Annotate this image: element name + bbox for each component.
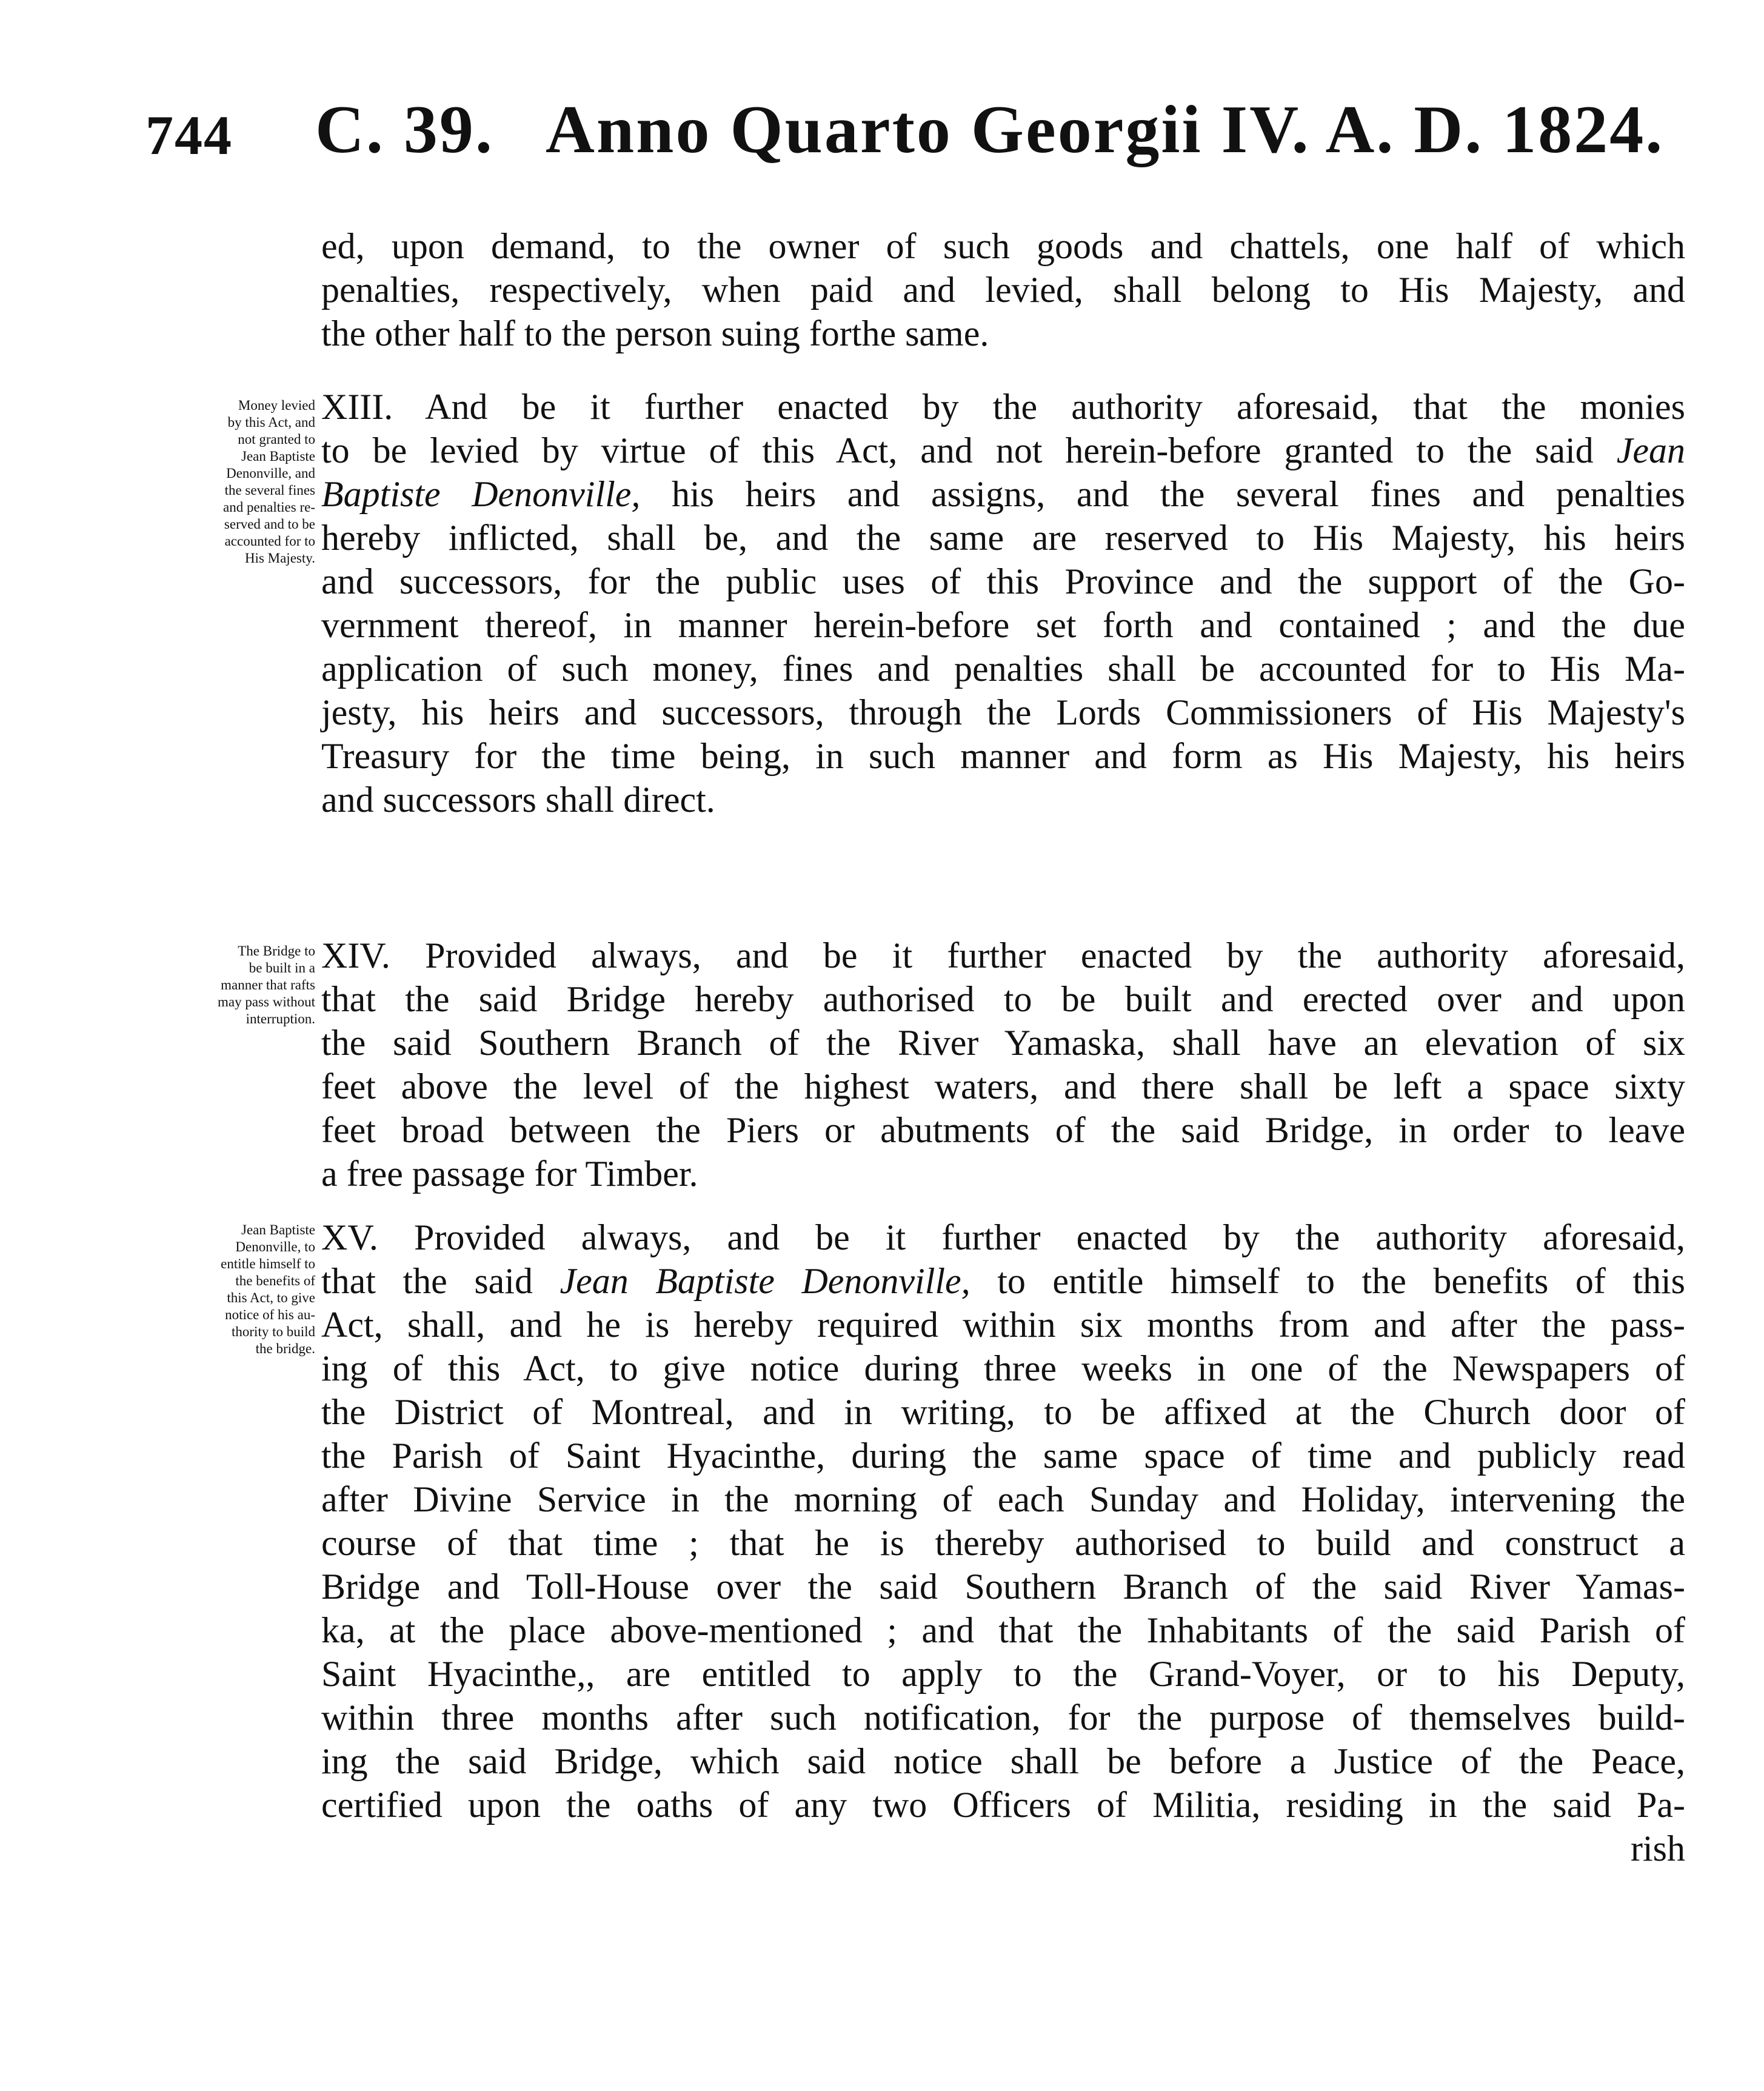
text-line: ing the said Bridge, which said notice shall be before a Justice of the Peace, <box>321 1741 1685 1781</box>
text-line: ing of this Act, to give notice during three weeks in one of the Newspapers of <box>321 1348 1685 1388</box>
sidenote-line: Money levied <box>238 398 315 413</box>
sidenote-line: by this Act, and <box>227 415 315 430</box>
italic-name: Baptiste Denonville, <box>321 474 641 514</box>
text-line: feet above the level of the highest waters, and there shall be left a space sixty <box>321 1066 1685 1106</box>
sidenote-line: thority to build <box>232 1324 315 1339</box>
text-line: a free passage for Timber. <box>321 1154 698 1194</box>
sidenote-line: may pass without <box>218 994 315 1009</box>
sidenote-line: this Act, to give <box>227 1290 315 1305</box>
text-line: application of such money, fines and penalties shall be accounted for to His Ma- <box>321 649 1685 689</box>
sidenote-line: notice of his au- <box>225 1307 315 1322</box>
sidenote-line: manner that rafts <box>221 977 315 992</box>
sidenote-line: the bridge. <box>255 1341 315 1356</box>
sidenote-line: accounted for to <box>224 534 315 549</box>
sidenote-line: Jean Baptiste <box>241 1222 315 1237</box>
text-line: course of that time ; that he is thereby authorised to build and construct a <box>321 1523 1685 1563</box>
text-line: the Parish of Saint Hyacinthe, during the same space of time and publicly read <box>321 1436 1685 1476</box>
text-line: jesty, his heirs and successors, through the Lords Commissioners of His Majesty's <box>321 692 1685 732</box>
sidenote-section-15 <box>145 1222 315 1357</box>
sidenote-line: Denonville, and <box>226 466 315 481</box>
page-header <box>145 91 1709 182</box>
sidenote-line: interruption. <box>246 1011 315 1026</box>
sidenote-line: the benefits of <box>235 1273 315 1288</box>
text-line: within three months after such notification, for the purpose of themselves build- <box>321 1698 1685 1738</box>
section-13 <box>321 385 1685 821</box>
sidenote-line: not granted to <box>238 432 315 447</box>
italic-name: Jean <box>1616 430 1686 470</box>
sidenote-line: The Bridge to <box>238 943 315 959</box>
section-15 <box>321 1216 1685 1870</box>
text-line: certified upon the oaths of any two Officers of Militia, residing in the said Pa- <box>321 1785 1685 1825</box>
sidenote-section-14 <box>145 943 315 1028</box>
page-number: 744 <box>145 104 233 166</box>
sidenote-line: the several fines <box>224 483 315 498</box>
sidenote-line: served and to be <box>224 517 315 532</box>
text-line: XV. Provided always, and be it further enacted by the authority aforesaid, <box>321 1217 1685 1257</box>
sidenote-line: Denonville, to <box>235 1239 315 1254</box>
text-line: penalties, respectively, when paid and levied, shall belong to His Majesty, and <box>321 270 1685 310</box>
sidenote-line: His Majesty. <box>244 550 315 566</box>
text-line: the other half to the person suing forthe same. <box>321 313 989 353</box>
text-line: Bridge and Toll-House over the said Southern Branch of the said River Yamas- <box>321 1567 1685 1607</box>
sidenote-line: Jean Baptiste <box>241 449 315 464</box>
italic-name: Jean Baptiste Denonville, <box>560 1261 971 1301</box>
chapter-number: C. 39. <box>315 92 494 167</box>
text-line: after Divine Service in the morning of each Sunday and Holiday, intervening the <box>321 1479 1685 1519</box>
text-line: the District of Montreal, and in writing, to be affixed at the Church door of <box>321 1392 1685 1432</box>
text-line: and successors shall direct. <box>321 780 715 820</box>
text-line: XIII. And be it further enacted by the authority aforesaid, that the monies <box>321 387 1685 427</box>
text-line: Act, shall, and he is hereby required within six months from and after the pass- <box>321 1305 1685 1345</box>
text-line: hereby inflicted, shall be, and the same are reserved to His Majesty, his heirs <box>321 518 1685 558</box>
text-line: ka, at the place above-mentioned ; and that the Inhabitants of the said Parish of <box>321 1610 1685 1650</box>
sidenote-section-13 <box>145 397 315 567</box>
text-line: that the said Jean Baptiste Denonville, to entitle himself to the benefits of this <box>321 1261 1686 1301</box>
text-line: that the said Bridge hereby authorised to be built and erected over and upon <box>321 979 1685 1019</box>
sidenote-line: be built in a <box>249 960 315 975</box>
catchword: rish <box>1631 1828 1685 1869</box>
text-line: and successors, for the public uses of this Province and the support of the Go- <box>321 561 1685 601</box>
sidenote-line: and penalties re- <box>223 500 315 515</box>
text-line: Treasury for the time being, in such manner and form as His Majesty, his heirs <box>321 736 1685 776</box>
page-title: Anno Quarto Georgii IV. A. D. 1824. <box>546 92 1665 167</box>
text-line: ed, upon demand, to the owner of such goods and chattels, one half of which <box>321 226 1685 266</box>
text-line: Baptiste Denonville, his heirs and assigns, and the several fines and penalties <box>321 474 1686 514</box>
text-line: XIV. Provided always, and be it further enacted by the authority aforesaid, <box>321 935 1685 975</box>
section-14 <box>321 934 1685 1196</box>
text-line: vernment thereof, in manner herein-before set forth and contained ; and the due <box>321 605 1685 645</box>
text-line: the said Southern Branch of the River Yamaska, shall have an elevation of six <box>321 1023 1685 1063</box>
text-line: to be levied by virtue of this Act, and not herein-before granted to the said Jean <box>321 430 1686 470</box>
text-line: Saint Hyacinthe,, are entitled to apply to the Grand-Voyer, or to his Deputy, <box>321 1654 1685 1694</box>
continuation-paragraph <box>321 224 1685 355</box>
sidenote-line: entitle himself to <box>221 1256 315 1271</box>
text-line: feet broad between the Piers or abutments of the said Bridge, in order to leave <box>321 1110 1685 1150</box>
